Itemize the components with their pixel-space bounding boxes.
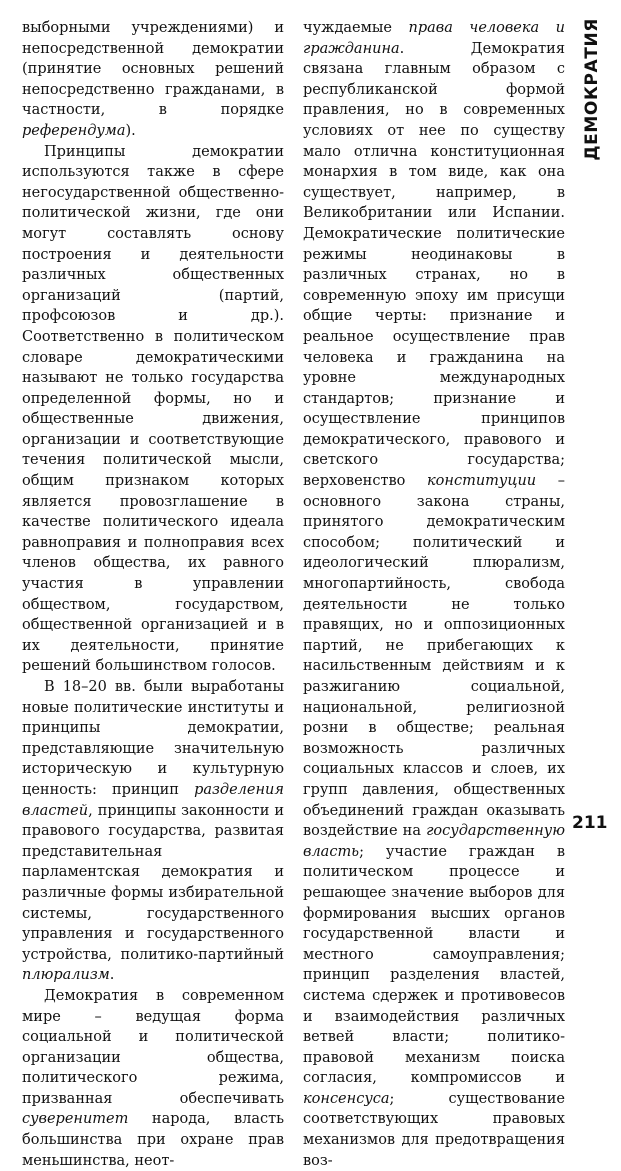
left-text-column bbox=[22, 18, 284, 1171]
text-run: Демократия в современном мире – ведущая форма социальной и политической организации общества, политического режима, призванная обеспечивать bbox=[22, 987, 284, 1107]
term-pluralism: плюрализм bbox=[22, 967, 110, 984]
section-title: ДЕМОКРАТИЯ bbox=[582, 18, 602, 161]
term-separation-of-powers: разделения властей bbox=[22, 781, 284, 819]
term-sovereignty: суверенитет bbox=[22, 1111, 129, 1128]
section-running-head bbox=[575, 18, 609, 168]
text-run: народа, власть большинства при охране прав меньшинства, неот- bbox=[22, 1111, 284, 1169]
paragraph-continued bbox=[303, 18, 565, 1171]
paragraph-principles bbox=[22, 142, 284, 677]
text-run: Принципы демократии используются также в сфере негосударственной общественно-политической жизни, где они могут составлять основу построения и деятельности различных общественных организаций (партий, профсоюзов и др.). Соответственно в политическом словаре демократическими называют не только государства определенной формы, но и общественные движения, организации и соответствующие течения политической мысли, общим признаком которых является провозглашение в качестве политического идеала равноправия и полноправия всех членов общества, их равного участия в управлении обществом, государством, общественной организацией и в их деятельности, принятие решений большинством голосов. bbox=[22, 143, 284, 675]
text-run: В 18–20 вв. были выработаны новые политические институты и принципы демократии, представляющие значительную историческую и культурную ценность: принцип bbox=[22, 679, 284, 798]
text-run: чуждаемые bbox=[303, 20, 409, 36]
right-text-column bbox=[303, 18, 565, 1171]
text-run: – основного закона страны, принятого демократическим способом; политический и идеологический плюрализм, многопартийность, свобода деятельности не только правящих, но и оппозиционных партий, не прибегающих к насильственным действиям и к разжиганию социальной, национальной, религиозной розни в обществе; реальная возможность различных социальных классов и слоев, их групп давления, общественных объединений граждан оказывать воздействие на bbox=[303, 473, 565, 840]
paragraph-continued bbox=[22, 18, 284, 142]
paragraph-history bbox=[22, 677, 284, 986]
term-state-power: государственную власть bbox=[303, 823, 565, 860]
paragraph-modern-democracy bbox=[22, 986, 284, 1171]
text-run: . Демократия связана главным образом с республиканской формой правления, но в современных условиях от нее по существу мало отлична конституционная монархия в том виде, как она существует, например, в Великобритании или Испании. Демократические политические режимы неодинаковы в различных странах, но в современную эпоху им присущи общие черты: признание и реальное осуществление прав человека и гражданина на уровне международных стандартов; признание и осуществление принципов демократического, правового и светского государства; верховенство bbox=[303, 40, 565, 490]
text-run: ). bbox=[125, 122, 136, 139]
term-referendum: референдума bbox=[22, 122, 126, 139]
text-run: ; участие граждан в политическом процессе и решающее значение выборов для формирования высших органов государственной власти и местного самоуправления; принцип разделения властей, система сдержек и противовесов и взаимодействия различных ветвей власти; политико-правовой механизм поиска согласия, компромиссов и bbox=[303, 843, 565, 1087]
text-run: , принципы законности и правового государства, развитая представительная парламентская демократия и различные формы избирательной системы, государственного управления и государственного устройства, политико-партийный bbox=[22, 802, 284, 963]
term-constitution: конституции bbox=[427, 473, 537, 490]
term-consensus: консенсуса bbox=[303, 1090, 390, 1107]
text-run: ; существование соответствующих правовых механизмов для предотвращения воз- bbox=[303, 1090, 565, 1169]
page-number: 211 bbox=[572, 813, 608, 833]
text-run: выборными учреждениями) и непосредственной демократии (принятие основных решений непосредственно гражданами, в частности, в порядке bbox=[22, 20, 284, 119]
term-human-rights: права человека и гражданина bbox=[303, 20, 565, 57]
text-run: . bbox=[109, 967, 115, 984]
